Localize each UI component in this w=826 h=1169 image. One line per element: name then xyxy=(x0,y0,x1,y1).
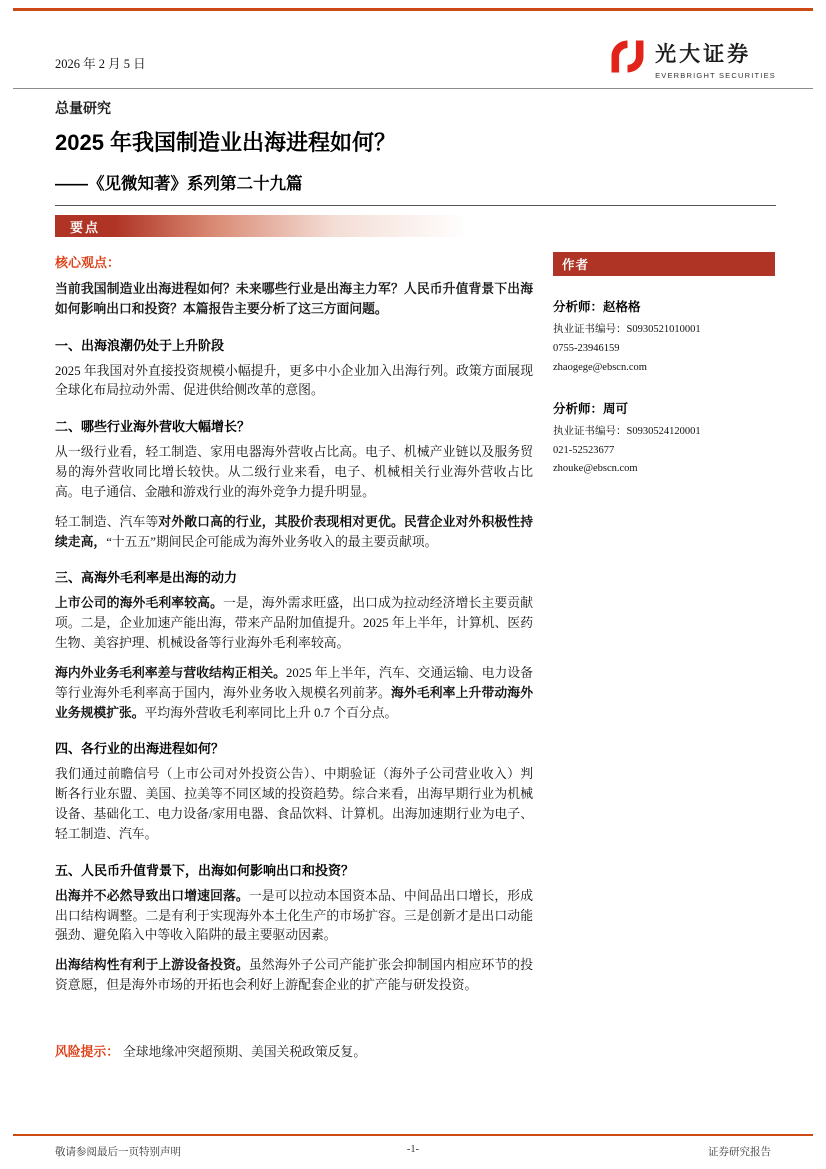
author-email: zhaogege@ebscn.com xyxy=(553,361,647,373)
risk-label: 风险提示： xyxy=(55,1043,119,1059)
key-points-band xyxy=(55,215,467,237)
title-divider xyxy=(55,205,776,206)
author-card xyxy=(553,399,775,480)
authors-list xyxy=(553,297,775,479)
author-cert: 执业证书编号：S0930524120001 xyxy=(553,425,701,437)
section-paragraph: 轻工制造、汽车等对外敞口高的行业，其股价表现相对更优。民营企业对外积极性持续走高，“十五五”期间民企可能成为海外业务收入的最主要贡献项。 xyxy=(55,514,534,549)
brand-name-en: EVERBRIGHT SECURITIES xyxy=(655,71,776,80)
section-paragraph: 从一级行业看，轻工制造、家用电器海外营收占比高。电子、机械产业链以及服务贸易的海外营收同比增长较快。从二级行业来看，电子、机械相关行业海外营收占比高。电子通信、金融和游戏行业的海外竞争力提升明显。 xyxy=(55,445,533,499)
brand-block xyxy=(609,38,776,80)
section-heading: 二、哪些行业海外营收大幅增长？ xyxy=(55,419,251,435)
everbright-logo-icon xyxy=(609,38,646,80)
section-paragraph: 2025 年我国对外直接投资规模小幅提升，更多中小企业加入出海行列。政策方面展现全球化布局拉动外需、促进供给侧改革的意图。 xyxy=(55,363,533,398)
report-title: 2025 年我国制造业出海进程如何？ xyxy=(55,130,397,155)
page-number: -1- xyxy=(406,1144,420,1155)
sections xyxy=(55,335,533,996)
section-paragraph: 海内外业务毛利率差与营收结构正相关。2025 年上半年，汽车、交通运输、电力设备等行业海外毛利率高于国内，海外业务收入规模名列前茅。海外毛利率上升带动海外业务规模扩张。平均海外营收毛利率同比上升 0.7 个百分点。 xyxy=(55,665,534,720)
intro-paragraph: 当前我国制造业出海进程如何？未来哪些行业是出海主力军？人民币升值背景下出海如何影响出口和投资？本篇报告主要分析了这三方面问题。 xyxy=(55,282,533,316)
author-email: zhouke@ebscn.com xyxy=(553,463,638,475)
author-phone: 021-52523677 xyxy=(553,444,615,456)
section-heading: 三、高海外毛利率是出海的动力 xyxy=(55,570,238,586)
risk-text: 全球地缘冲突超预期、美国关税政策反复。 xyxy=(122,1044,367,1059)
brand-text xyxy=(655,38,776,80)
footer-disclaimer: 敬请参阅最后一页特别声明 xyxy=(55,1147,181,1158)
footer xyxy=(13,1141,813,1161)
key-points-gradient xyxy=(115,215,467,237)
author-card xyxy=(553,297,775,378)
report-date: 2026 年 2 月 5 日 xyxy=(55,57,146,71)
footer-report-type: 证券研究报告 xyxy=(708,1147,771,1158)
author-phone: 0755-23946159 xyxy=(553,342,620,354)
section-paragraph: 我们通过前瞻信号（上市公司对外投资公告）、中期验证（海外子公司营业收入）判断各行业东盟、美国、拉美等不同区域的投资趋势。综合来看，出海早期行业为机械设备、基础化工、电力设备/家用电器、食品饮料、计算机。出海加速期行业为电子、轻工制造、汽车。 xyxy=(55,767,533,841)
section-heading: 一、出海浪潮仍处于上升阶段 xyxy=(55,337,225,353)
author-name: 分析师：赵格格 xyxy=(553,300,641,314)
key-points-badge: 要点 xyxy=(55,215,115,237)
section-paragraph: 出海结构性有利于上游设备投资。虽然海外子公司产能扩张会抑制国内相应环节的投资意愿，但是海外市场的开拓也会利好上游配套企业的扩产能与研发投资。 xyxy=(55,958,534,993)
risk-paragraph xyxy=(55,1042,533,1063)
author-name: 分析师：周可 xyxy=(553,401,629,416)
authors-header: 作者 xyxy=(553,252,775,276)
authors-column xyxy=(553,252,775,479)
top-divider xyxy=(13,8,813,11)
section-heading: 四、各行业的出海进程如何？ xyxy=(55,741,225,757)
core-view-label: 核心观点： xyxy=(55,255,121,270)
report-subtitle: ——《见微知著》系列第二十九篇 xyxy=(55,175,303,193)
section-heading: 五、人民币升值背景下，出海如何影响出口和投资？ xyxy=(55,862,355,878)
section-paragraph: 出海并不必然导致出口增速回落。一是可以拉动本国资本品、中间品出口增长，形成出口结构调整。二是有利于实现海外本土化生产的市场扩容。三是创新才是出口动能强劲、避免陷入中等收入陷阱的最主要驱动因素。 xyxy=(55,888,534,943)
header-divider xyxy=(13,88,813,89)
report-category: 总量研究 xyxy=(55,100,111,116)
author-cert: 执业证书编号：S0930521010001 xyxy=(553,324,701,335)
brand-name-cn: 光大证券 xyxy=(655,43,752,66)
main-column xyxy=(55,252,533,1063)
report-header xyxy=(55,38,776,80)
footer-divider xyxy=(13,1134,813,1136)
section-paragraph: 上市公司的海外毛利率较高。一是，海外需求旺盛，出口成为拉动经济增长主要贡献项。二是，企业加速产能出海，带来产品附加值提升。2025 年上半年，计算机、医药生物、美容护理、机械设备等行业海外毛利率较高。 xyxy=(55,596,534,651)
